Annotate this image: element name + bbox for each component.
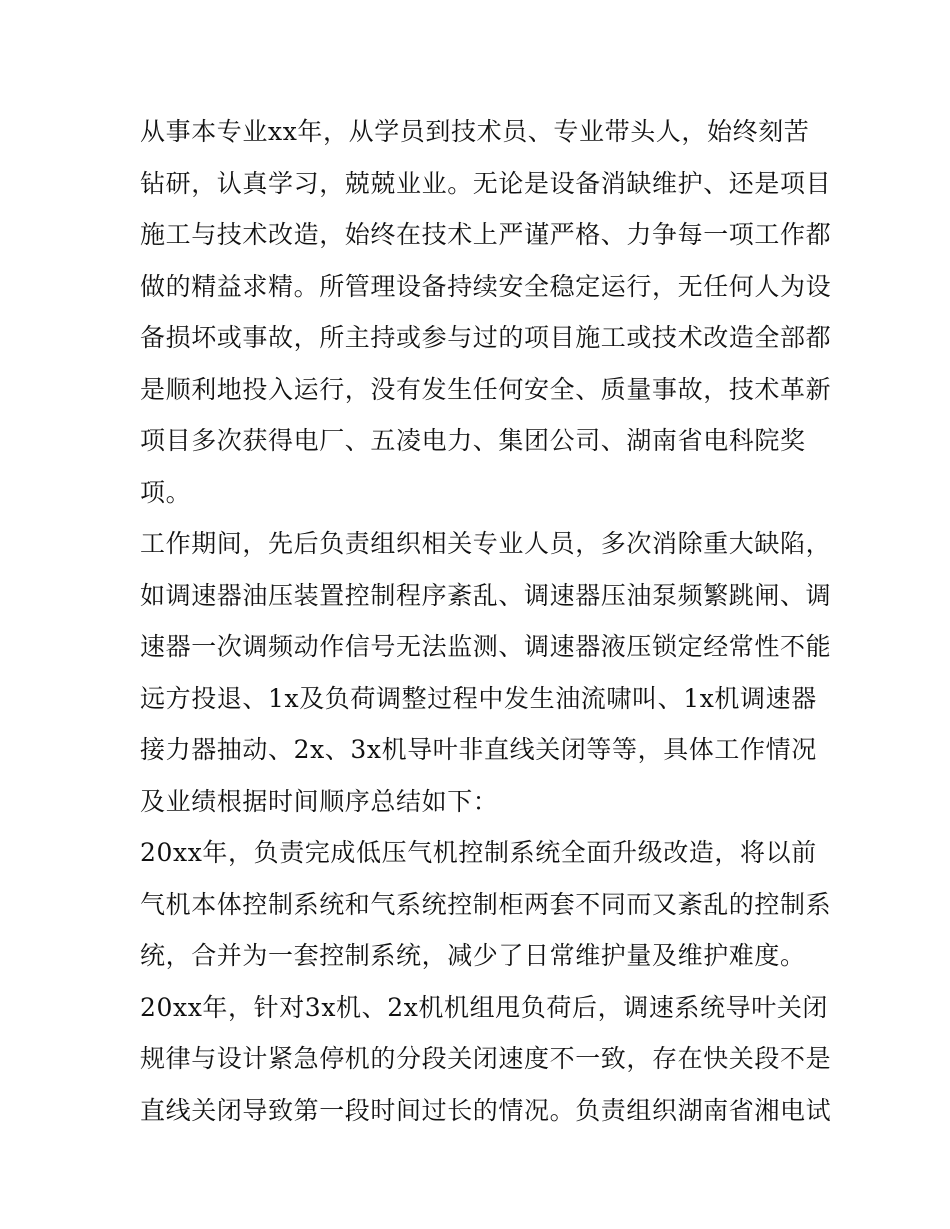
text-line: 及业绩根据时间顺序总结如下： xyxy=(140,786,499,816)
text-line: 项。 xyxy=(140,477,192,507)
text-line: 规律与设计紧急停机的分段关闭速度不一致，存在快关段不是 xyxy=(140,1044,832,1073)
text-line: 速器一次调频动作信号无法监测、调速器液压锁定经常性不能 xyxy=(140,632,832,661)
text-line: 钻研，认真学习，兢兢业业。无论是设备消缺维护、还是项目 xyxy=(140,168,832,198)
document-body xyxy=(140,106,830,1136)
text-line: 统，合并为一套控制系统，减少了日常维护量及维护难度。 xyxy=(140,941,806,970)
text-line: 施工与技术改造，始终在技术上严谨严格、力争每一项工作都 xyxy=(140,220,832,249)
text-line: 是顺利地投入运行，没有发生任何安全、质量事故，技术革新 xyxy=(140,374,832,404)
text-line: 20xx年，负责完成低压气机控制系统全面升级改造，将以前 xyxy=(140,838,817,867)
text-line: 接力器抽动、2x、3x机导叶非直线关闭等等，具体工作情况 xyxy=(140,735,817,764)
text-line: 备损坏或事故，所主持或参与过的项目施工或技术改造全部都 xyxy=(140,323,832,352)
text-line: 20xx年，针对3x机、2x机机组甩负荷后，调速系统导叶关闭 xyxy=(140,992,829,1022)
text-line: 如调速器油压装置控制程序紊乱、调速器压油泵频繁跳闸、调 xyxy=(140,580,832,610)
text-line: 直线关闭导致第一段时间过长的情况。负责组织湖南省湘电试 xyxy=(140,1095,832,1125)
text-line: 气机本体控制系统和气系统控制柜两套不同而又紊乱的控制系 xyxy=(140,889,832,919)
text-line: 项目多次获得电厂、五凌电力、集团公司、湖南省电科院奖 xyxy=(140,426,806,455)
text-line: 从事本专业xx年，从学员到技术员、专业带头人，始终刻苦 xyxy=(140,117,810,146)
text-line: 做的精益求精。所管理设备持续安全稳定运行，无任何人为设 xyxy=(140,271,832,301)
text-line: 远方投退、1x及负荷调整过程中发生油流啸叫、1x机调速器 xyxy=(140,683,817,713)
text-line: 工作期间，先后负责组织相关专业人员，多次消除重大缺陷， xyxy=(140,529,832,558)
